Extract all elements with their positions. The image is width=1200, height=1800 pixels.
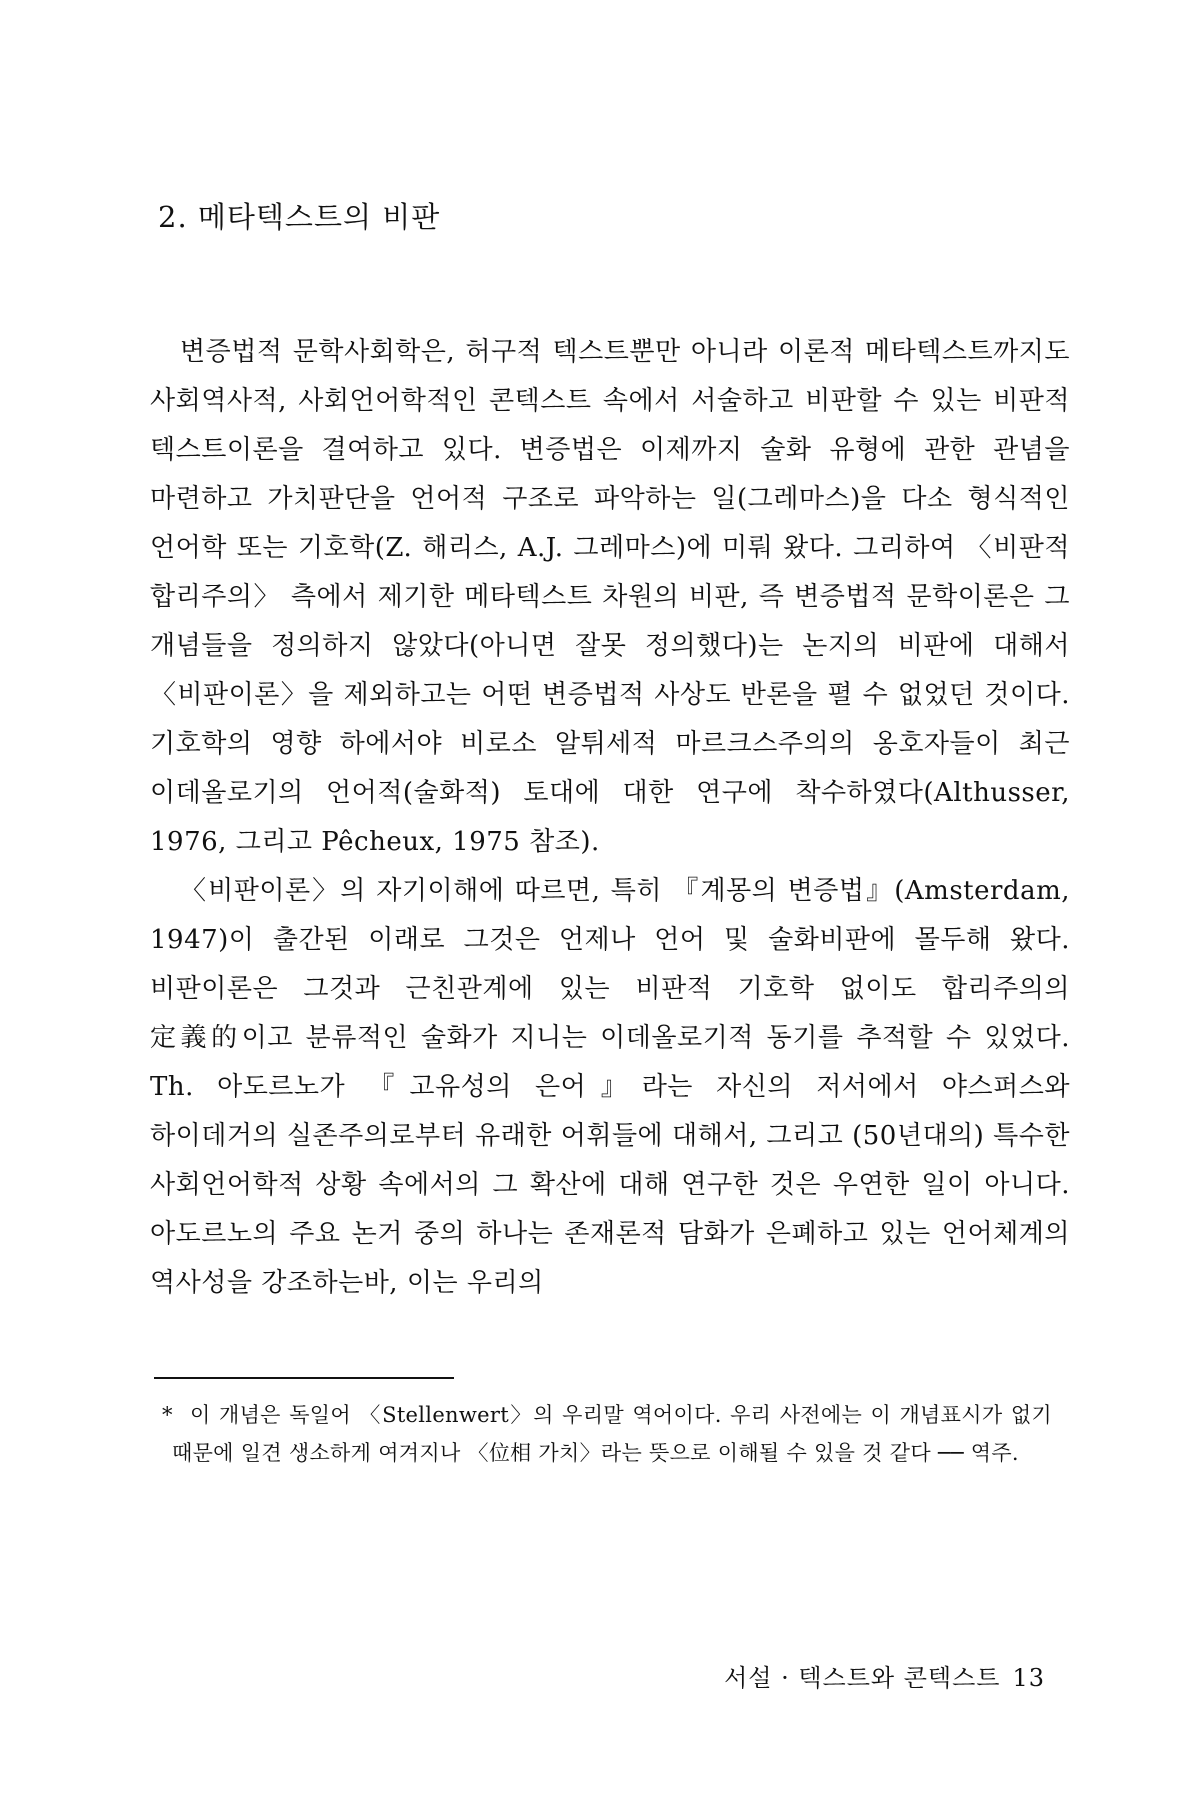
footnote-mark: *: [162, 1403, 173, 1427]
section-title: 2. 메타텍스트의 비판: [158, 200, 441, 234]
body-text: [150, 328, 1070, 1308]
footnote-text: 이 개념은 독일어 〈Stellenwert〉의 우리말 역어이다. 우리 사전에는 이 개념표시가 없기 때문에 일견 생소하게 여겨지나 〈位相 가치〉라는 뜻으로 이해될 수 있을 것 같다 ── 역주.: [172, 1403, 1052, 1465]
paragraph: 〈비판이론〉의 자기이해에 따르면, 특히 『계몽의 변증법』(Amsterdam, 1947)이 출간된 이래로 그것은 언제나 언어 및 술화비판에 몰두해 왔다. 비판이론은 그것과 근친관계에 있는 비판적 기호학 없이도 합리주의의 定義的이고 분류적인 술화가 지니는 이데올로기적 동기를 추적할 수 있었다. Th. 아도르노가 『고유성의 은어』라는 자신의 저서에서 야스퍼스와 하이데거의 실존주의로부터 유래한 어휘들에 대해서, 그리고 (50년대의) 특수한 사회언어학적 상황 속에서의 그 확산에 대해 연구한 것은 우연한 일이 아니다. 아도르노의 주요 논거 중의 하나는 존재론적 담화가 은폐하고 있는 언어체계의 역사성을 강조하는바, 이는 우리의: [150, 876, 1070, 1298]
page-footer: [724, 1658, 1045, 1693]
paragraph: 변증법적 문학사회학은, 허구적 텍스트뿐만 아니라 이론적 메타텍스트까지도 사회역사적, 사회언어학적인 콘텍스트 속에서 서술하고 비판할 수 있는 비판적 텍스트이론을 결여하고 있다. 변증법은 이제까지 술화 유형에 관한 관념을 마련하고 가치판단을 언어적 구조로 파악하는 일(그레마스)을 다소 형식적인 언어학 또는 기호학(Z. 해리스, A.J. 그레마스)에 미뤄 왔다. 그리하여 〈비판적 합리주의〉 측에서 제기한 메타텍스트 차원의 비판, 즉 변증법적 문학이론은 그 개념들을 정의하지 않았다(아니면 잘못 정의했다)는 논지의 비판에 대해서 〈비판이론〉을 제외하고는 어떤 변증법적 사상도 반론을 펼 수 없었던 것이다. 기호학의 영향 하에서야 비로소 알튀세적 마르크스주의의 옹호자들이 최근 이데올로기의 언어적(술화적) 토대에 대한 연구에 착수하였다(Althusser, 1976, 그리고 Pêcheux, 1975 참조).: [150, 337, 1070, 857]
running-title: 서설 · 텍스트와 콘텍스트: [724, 1664, 1001, 1692]
footnote-divider: [154, 1377, 454, 1379]
footnote: [162, 1396, 1052, 1472]
page-number: 13: [1012, 1664, 1045, 1692]
